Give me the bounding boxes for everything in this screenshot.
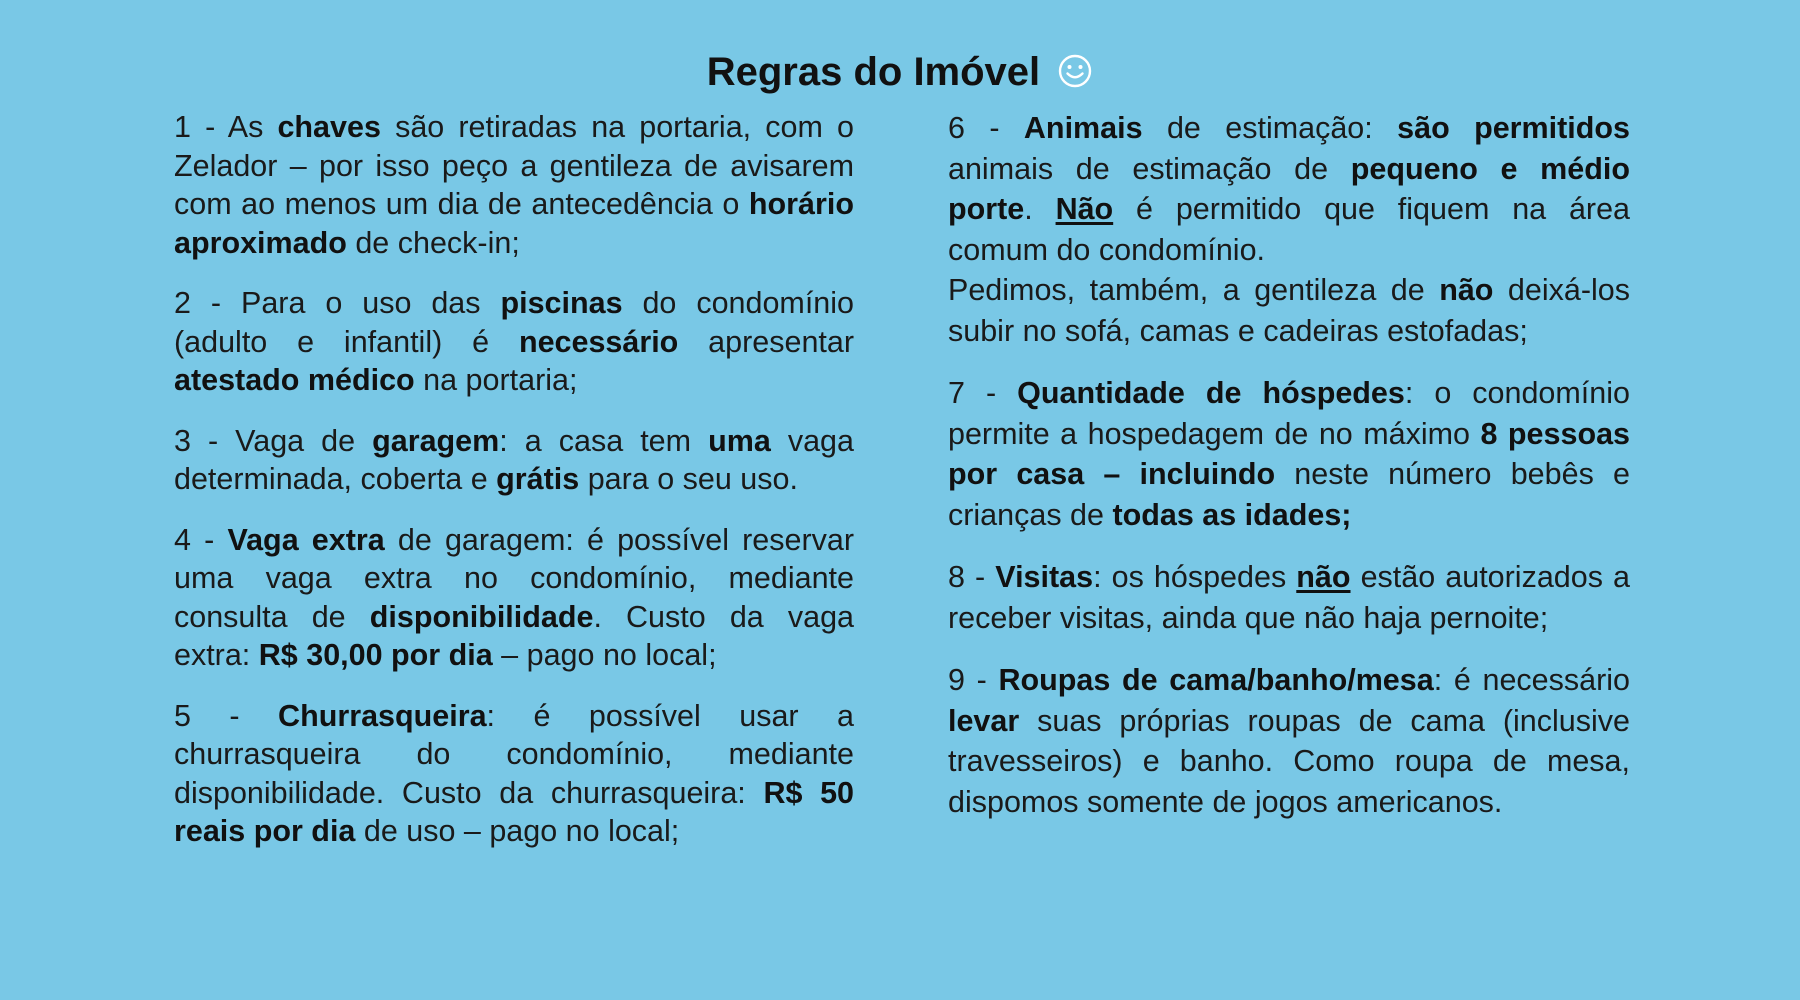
rule-paragraph bbox=[948, 557, 1630, 638]
rule-item-4 bbox=[174, 521, 854, 675]
underlined-emphasis: não bbox=[1296, 560, 1351, 594]
bold-text: Roupas de cama/banho/mesa bbox=[998, 663, 1434, 697]
rule-text: : os hóspedes bbox=[1093, 560, 1297, 594]
bold-text: todas as idades; bbox=[1112, 497, 1352, 532]
rule-item-9 bbox=[948, 660, 1630, 822]
bold-text: chaves bbox=[277, 110, 381, 144]
rule-text: de uso – pago no local; bbox=[355, 814, 680, 848]
rules-left-column bbox=[174, 108, 854, 874]
rule-text: – pago no local; bbox=[492, 638, 717, 672]
rule-paragraph bbox=[174, 284, 854, 400]
rule-text: 3 - Vaga de bbox=[174, 423, 373, 458]
rule-text: de check-in; bbox=[346, 225, 520, 260]
bold-text: atestado médico bbox=[174, 363, 415, 397]
bold-text: disponibilidade bbox=[369, 599, 594, 634]
rule-text: : a casa tem bbox=[499, 423, 709, 458]
underlined-emphasis: Não bbox=[1055, 192, 1114, 226]
rule-text: : é possível usar a churrasqueira do condomínio, mediante disponibilidade. Custo da churrasqueira: bbox=[174, 698, 854, 810]
rule-paragraph bbox=[948, 108, 1630, 270]
rule-text: : o condomínio permite a hospedagem de no máximo bbox=[948, 376, 1630, 451]
bold-text bbox=[1296, 560, 1350, 594]
rule-text: 1 - As bbox=[174, 110, 278, 144]
rule-text: é permitido que fiquem na área comum do condomínio. bbox=[948, 192, 1630, 267]
rule-text: 9 - bbox=[948, 663, 999, 697]
rule-text: de garagem: é possível reservar uma vaga extra no condomínio, mediante consulta de bbox=[174, 522, 854, 634]
rule-text: : é necessário bbox=[1433, 663, 1630, 697]
bold-text: piscinas bbox=[500, 286, 623, 320]
bold-text: necessário bbox=[518, 324, 679, 359]
bold-text: garagem bbox=[372, 423, 500, 458]
bold-text: R$ 50 reais por dia bbox=[174, 775, 855, 848]
bold-text: Churrasqueira bbox=[278, 698, 487, 733]
rule-item-7 bbox=[948, 373, 1630, 535]
rule-paragraph bbox=[174, 422, 854, 499]
bold-text: 8 pessoas por casa – incluindo bbox=[948, 416, 1630, 491]
rule-text: 8 - bbox=[948, 560, 996, 594]
rule-text: suas próprias roupas de cama (inclusive travesseiros) e banho. Como roupa de mesa, dispomos somente de jogos americanos. bbox=[948, 703, 1630, 819]
rule-paragraph bbox=[174, 697, 854, 851]
bold-text: são permitidos bbox=[1397, 111, 1630, 145]
rule-text: . Custo da vaga extra: bbox=[174, 599, 854, 672]
rule-item-8 bbox=[948, 557, 1630, 638]
rule-paragraph bbox=[174, 108, 854, 262]
bold-text: não bbox=[1439, 273, 1494, 307]
rule-continuation-paragraph bbox=[948, 270, 1630, 351]
smiley-face-icon bbox=[1057, 53, 1093, 89]
bold-text: pequeno e médio porte bbox=[948, 151, 1630, 226]
bold-text: levar bbox=[948, 703, 1020, 738]
rule-text: . bbox=[1024, 192, 1056, 226]
bold-text: uma bbox=[708, 423, 771, 458]
rule-text: deixá-los subir no sofá, camas e cadeiras estofadas; bbox=[948, 273, 1630, 348]
bold-text bbox=[1056, 192, 1114, 226]
rule-text: para o seu uso. bbox=[579, 462, 798, 496]
rule-item-1 bbox=[174, 108, 854, 262]
rule-text: 5 - bbox=[174, 698, 279, 733]
page-title-text: Regras do Imóvel bbox=[706, 50, 1041, 94]
rule-text: 2 - Para o uso das bbox=[174, 286, 501, 320]
bold-text: horário aproximado bbox=[174, 187, 854, 260]
rule-paragraph bbox=[948, 660, 1630, 822]
bold-text: grátis bbox=[496, 462, 580, 496]
rule-text: na portaria; bbox=[414, 363, 578, 397]
rule-text: neste número bebês e crianças de bbox=[948, 457, 1630, 532]
rule-text: 7 - bbox=[948, 376, 1018, 410]
rule-item-2 bbox=[174, 284, 854, 400]
rule-text: do condomínio (adulto e infantil) é bbox=[174, 286, 855, 359]
rule-item-6 bbox=[948, 108, 1630, 351]
rule-text: são retiradas na portaria, com o Zelador – por isso peço a gentileza de avisarem com ao menos um dia de antecedência o bbox=[174, 110, 855, 221]
rule-text: apresentar bbox=[678, 324, 854, 359]
rule-text: de estimação: bbox=[1142, 111, 1398, 145]
rule-text: 4 - bbox=[174, 522, 228, 557]
bold-text: Quantidade de hóspedes bbox=[1017, 376, 1405, 410]
bold-text: Vaga extra bbox=[227, 522, 385, 557]
bold-text: R$ 30,00 por dia bbox=[258, 638, 493, 672]
rule-text: animais de estimação de bbox=[948, 151, 1351, 186]
rule-item-5 bbox=[174, 697, 854, 851]
rule-text: 6 - bbox=[948, 111, 1024, 145]
rule-paragraph bbox=[948, 373, 1630, 535]
rule-text: vaga determinada, coberta e bbox=[174, 423, 854, 496]
page-title bbox=[0, 44, 1800, 100]
rule-item-3 bbox=[174, 422, 854, 499]
rule-text: Pedimos, também, a gentileza de bbox=[948, 273, 1440, 307]
bold-text: Visitas bbox=[995, 560, 1094, 594]
rules-right-column bbox=[948, 108, 1630, 844]
bold-text: Animais bbox=[1023, 111, 1143, 145]
rule-text: estão autorizados a receber visitas, ainda que não haja pernoite; bbox=[948, 560, 1630, 635]
rule-paragraph bbox=[174, 521, 854, 675]
